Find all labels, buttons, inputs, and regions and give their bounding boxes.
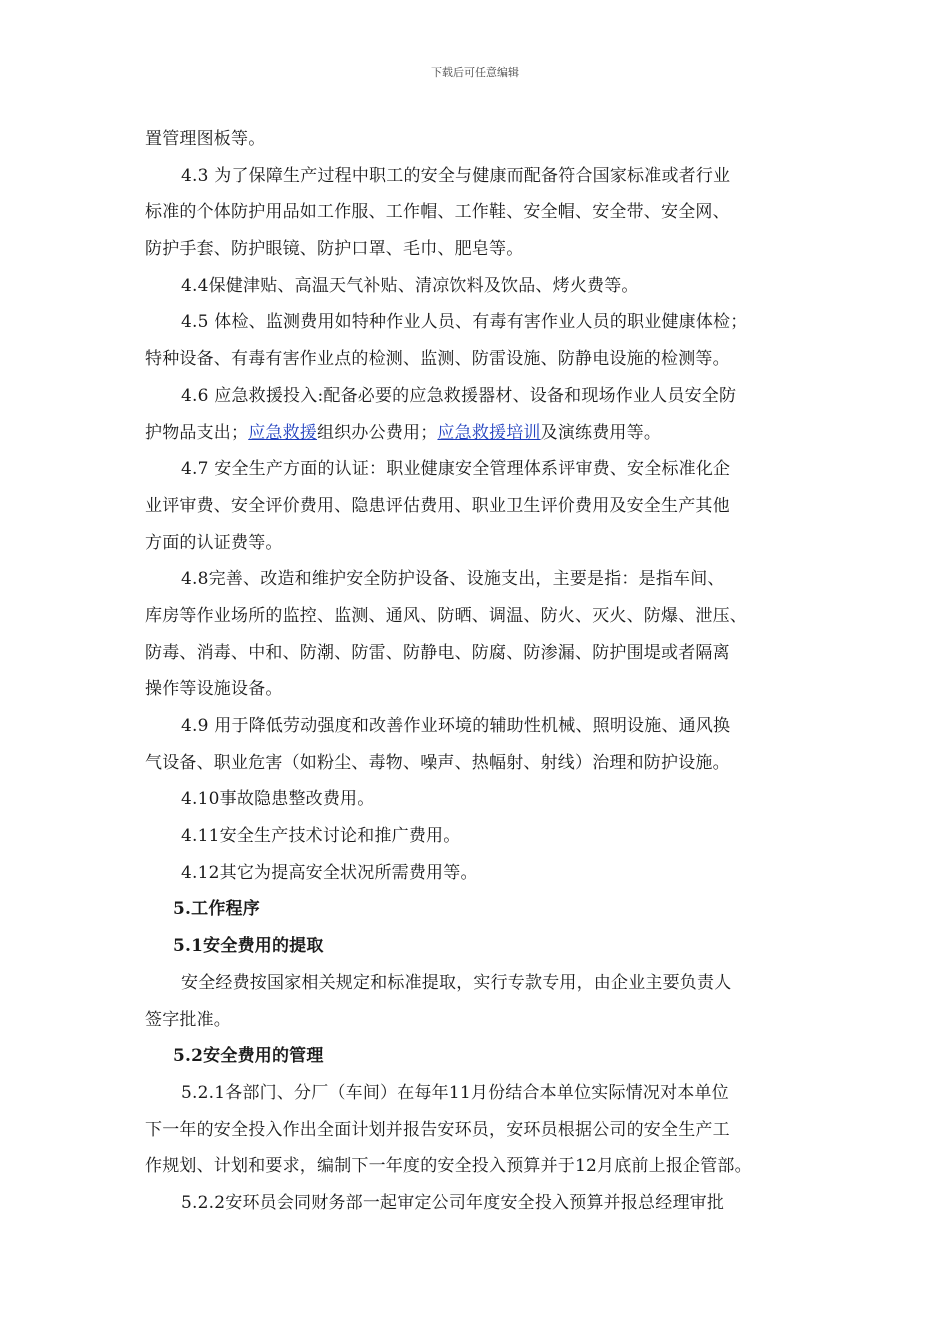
document-body [145, 121, 825, 1222]
text-line: 4.11安全生产技术讨论和推广费用。 [181, 826, 461, 847]
section-heading: 5.2安全费用的管理 [173, 1046, 324, 1067]
section-heading: 5.工作程序 [173, 899, 260, 920]
page-header-text: 下载后可任意编辑 [431, 66, 519, 79]
text-line: 方面的认证费等。 [145, 532, 283, 553]
text-line: 4.5 体检、监测费用如特种作业人员、有毒有害作业人员的职业健康体检； [181, 312, 748, 333]
text-line: 4.10事故隐患整改费用。 [181, 789, 375, 810]
text-line: 安全经费按国家相关规定和标准提取，实行专款专用，由企业主要负责人 [181, 972, 732, 993]
text-line: 4.9 用于降低劳动强度和改善作业环境的辅助性机械、照明设施、通风换 [181, 716, 731, 736]
text-line: 4.6 应急救援投入:配备必要的应急救援器材、设备和现场作业人员安全防 [181, 385, 737, 406]
text-span: 组织办公费用； [317, 422, 438, 443]
hyperlink[interactable]: 应急救援 [248, 422, 318, 443]
text-line: 标准的个体防护用品如工作服、工作帽、工作鞋、安全帽、安全带、安全网、 [145, 202, 730, 223]
text-line: 下一年的安全投入作出全面计划并报告安环员，安环员根据公司的安全生产工 [145, 1119, 730, 1140]
text-line: 4.8完善、改造和维护安全防护设备、设施支出，主要是指：是指车间、 [181, 569, 725, 590]
text-line: 5.2.2安环员会同财务部一起审定公司年度安全投入预算并报总经理审批 [181, 1192, 725, 1213]
text-line: 作规划、计划和要求，编制下一年度的安全投入预算并于12月底前上报企管部。 [145, 1156, 752, 1177]
text-line: 气设备、职业危害（如粉尘、毒物、噪声、热幅射、射线）治理和防护设施。 [145, 752, 730, 773]
text-span: 护物品支出； [145, 422, 249, 443]
text-line [145, 415, 825, 452]
text-line: 防护手套、防护眼镜、防护口罩、毛巾、肥皂等。 [145, 239, 524, 260]
text-line: 业评审费、安全评价费用、隐患评估费用、职业卫生评价费用及安全生产其他 [145, 495, 730, 516]
text-span: 及演练费用等。 [540, 422, 662, 443]
text-line: 库房等作业场所的监控、监测、通风、防晒、调温、防火、灭火、防爆、泄压、 [145, 605, 747, 626]
text-line: 防毒、消毒、中和、防潮、防雷、防静电、防腐、防渗漏、防护围堤或者隔离 [145, 642, 730, 663]
text-line: 置管理图板等。 [145, 129, 266, 149]
text-line: 4.7 安全生产方面的认证：职业健康安全管理体系评审费、安全标准化企 [181, 459, 731, 480]
text-line: 操作等设施设备。 [145, 679, 283, 700]
text-line: 4.4保健津贴、高温天气补贴、清凉饮料及饮品、烤火费等。 [181, 275, 639, 296]
hyperlink[interactable]: 应急救援培训 [437, 422, 541, 443]
text-line: 5.2.1各部门、分厂（车间）在每年11月份结合本单位实际情况对本单位 [181, 1082, 729, 1103]
text-line: 4.12其它为提高安全状况所需费用等。 [181, 862, 478, 883]
text-line: 特种设备、有毒有害作业点的检测、监测、防雷设施、防静电设施的检测等。 [145, 349, 730, 370]
text-line: 签字批准。 [145, 1009, 231, 1030]
section-heading: 5.1安全费用的提取 [173, 936, 324, 957]
text-line: 4.3 为了保障生产过程中职工的安全与健康而配备符合国家标准或者行业 [181, 165, 731, 186]
